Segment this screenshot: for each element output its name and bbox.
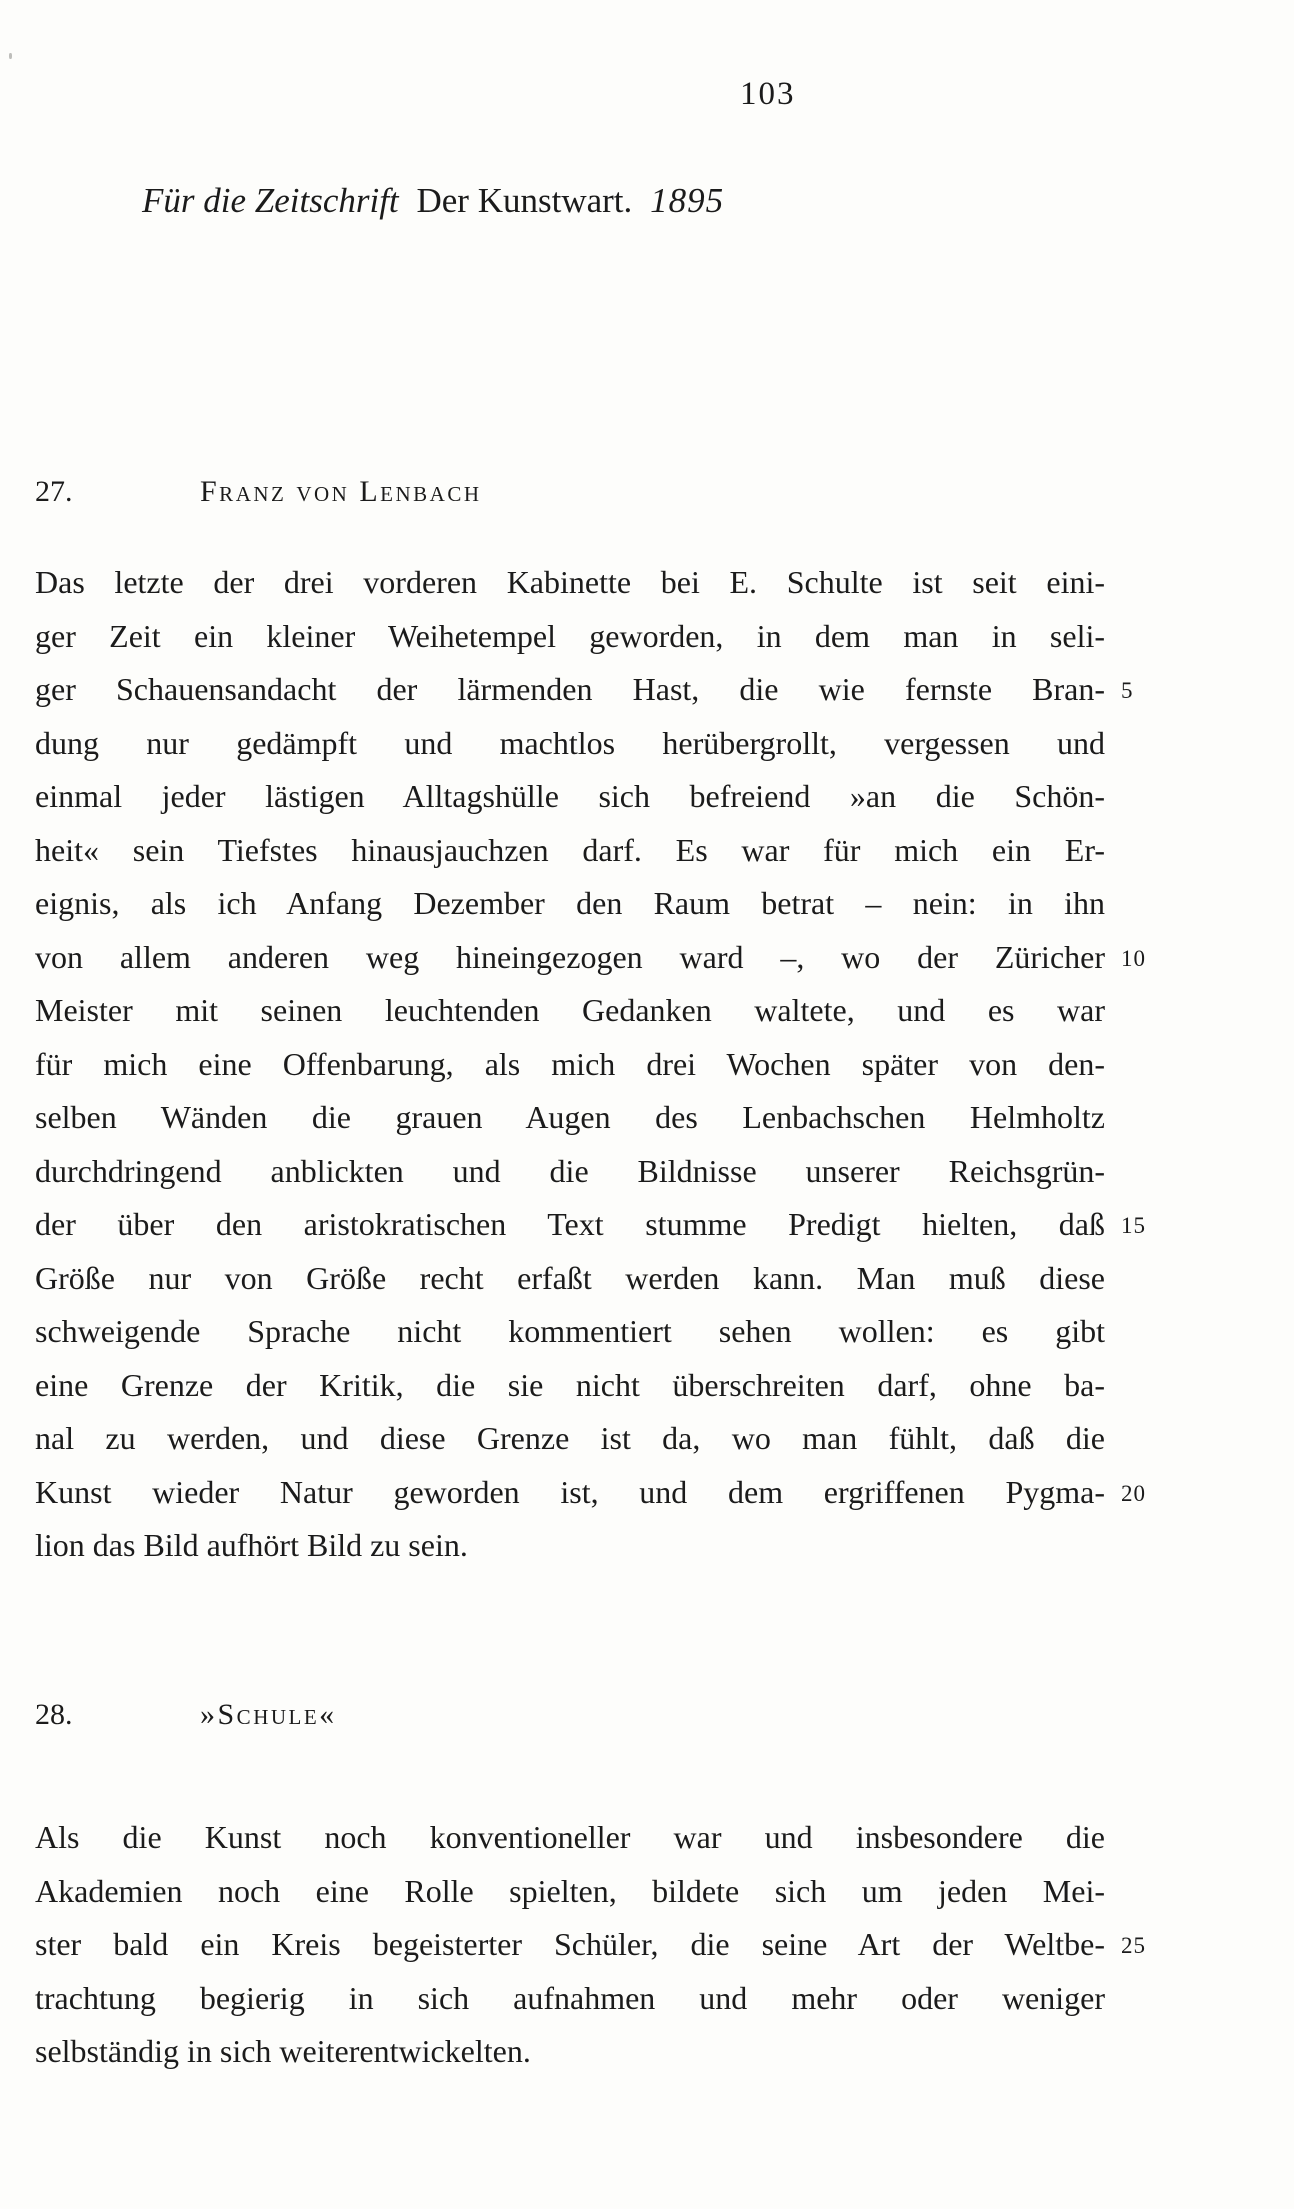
- text-line: [35, 1091, 1105, 1145]
- text-line: [35, 1198, 1146, 1252]
- line-text: durchdringend anblickten und die Bildnisse unserer Reichsgrün-: [35, 1152, 1105, 1189]
- text-line: [35, 1811, 1105, 1865]
- text-line: [35, 2025, 1105, 2079]
- line-text: selben Wänden die grauen Augen des Lenbachschen Helmholtz: [35, 1099, 1105, 1135]
- line-text: nal zu werden, und diese Grenze ist da, wo man fühlt, daß die: [35, 1420, 1105, 1456]
- text-line: [35, 1252, 1105, 1306]
- line-text: eine Grenze der Kritik, die sie nicht überschreiten darf, ohne ba-: [35, 1366, 1105, 1403]
- line-text: ster bald ein Kreis begeisterter Schüler, die seine Art der Weltbe-: [35, 1926, 1105, 1962]
- text-line: [35, 984, 1105, 1038]
- text-line: [35, 770, 1105, 824]
- text-line: [35, 877, 1105, 931]
- line-text: ger Schauensandacht der lärmenden Hast, die wie fernste Bran-: [35, 671, 1105, 707]
- margin-line-number: 15: [1121, 1213, 1146, 1238]
- line-text: Als die Kunst noch konventioneller war und insbesondere die: [35, 1819, 1105, 1855]
- line-text: schweigende Sprache nicht kommentiert sehen wollen: es gibt: [35, 1313, 1105, 1349]
- text-line: [35, 1145, 1105, 1199]
- text-line: [35, 610, 1105, 664]
- line-text: Das letzte der drei vorderen Kabinette bei E. Schulte ist seit eini-: [35, 564, 1105, 600]
- text-line: [35, 1519, 1105, 1573]
- margin-line-number: 20: [1121, 1480, 1146, 1506]
- text-line: [35, 1412, 1105, 1466]
- margin-line-number: 10: [1121, 945, 1146, 971]
- page-number: 103: [740, 76, 796, 112]
- title-journal-name: Der Kunstwart.: [416, 181, 633, 220]
- text-line: [35, 1305, 1105, 1359]
- text-line: [35, 663, 1134, 717]
- line-text: Größe nur von Größe recht erfaßt werden kann. Man muß diese: [35, 1259, 1105, 1296]
- line-text: trachtung begierig in sich aufnahmen und mehr oder weniger: [35, 1979, 1105, 2016]
- section-number: 27.: [35, 475, 73, 508]
- text-line: [35, 1865, 1105, 1919]
- section-number: 28.: [35, 1698, 73, 1731]
- page-title: [142, 180, 724, 222]
- text-line: [35, 1038, 1105, 1092]
- line-text: ger Zeit ein kleiner Weihetempel geworden, in dem man in seli-: [35, 617, 1105, 654]
- line-text: für mich eine Offenbarung, als mich drei Wochen später von den-: [35, 1045, 1105, 1082]
- line-text: eignis, als ich Anfang Dezember den Raum betrat – nein: in ihn: [35, 885, 1105, 921]
- line-text: selbständig in sich weiterentwickelten.: [35, 2033, 531, 2069]
- text-line: [35, 1466, 1146, 1520]
- text-line: [35, 717, 1105, 771]
- text-line: [35, 824, 1105, 878]
- section-27-paragraph: [35, 556, 1146, 1573]
- line-text: Kunst wieder Natur geworden ist, und dem ergriffenen Pygma-: [35, 1473, 1105, 1510]
- line-text: von allem anderen weg hineingezogen ward –, wo der Züricher: [35, 938, 1105, 975]
- margin-line-number: 5: [1121, 678, 1134, 703]
- line-text: Meister mit seinen leuchtenden Gedanken waltete, und es war: [35, 992, 1105, 1028]
- line-text: einmal jeder lästigen Alltagshülle sich befreiend »an die Schön-: [35, 778, 1105, 814]
- line-text: dung nur gedämpft und machtlos herübergrollt, vergessen und: [35, 724, 1105, 761]
- scan-artifact: [9, 53, 12, 59]
- section-28-paragraph: [35, 1811, 1146, 2079]
- margin-line-number: 25: [1121, 1933, 1146, 1958]
- line-text: der über den aristokratischen Text stumme Predigt hielten, daß: [35, 1206, 1105, 1242]
- text-line: [35, 556, 1105, 610]
- line-text: lion das Bild aufhört Bild zu sein.: [35, 1527, 468, 1563]
- text-line: [35, 1918, 1146, 1972]
- text-line: [35, 1359, 1105, 1413]
- text-line: [35, 1972, 1105, 2026]
- section-title: Franz von Lenbach: [200, 475, 482, 508]
- section-title: »Schule«: [200, 1698, 337, 1731]
- title-year: 1895: [650, 181, 725, 220]
- line-text: heit« sein Tiefstes hinausjauchzen darf. Es war für mich ein Er-: [35, 831, 1105, 868]
- title-work-reference: Für die Zeitschrift: [142, 181, 399, 220]
- text-line: [35, 931, 1146, 985]
- line-text: Akademien noch eine Rolle spielten, bildete sich um jeden Mei-: [35, 1872, 1105, 1909]
